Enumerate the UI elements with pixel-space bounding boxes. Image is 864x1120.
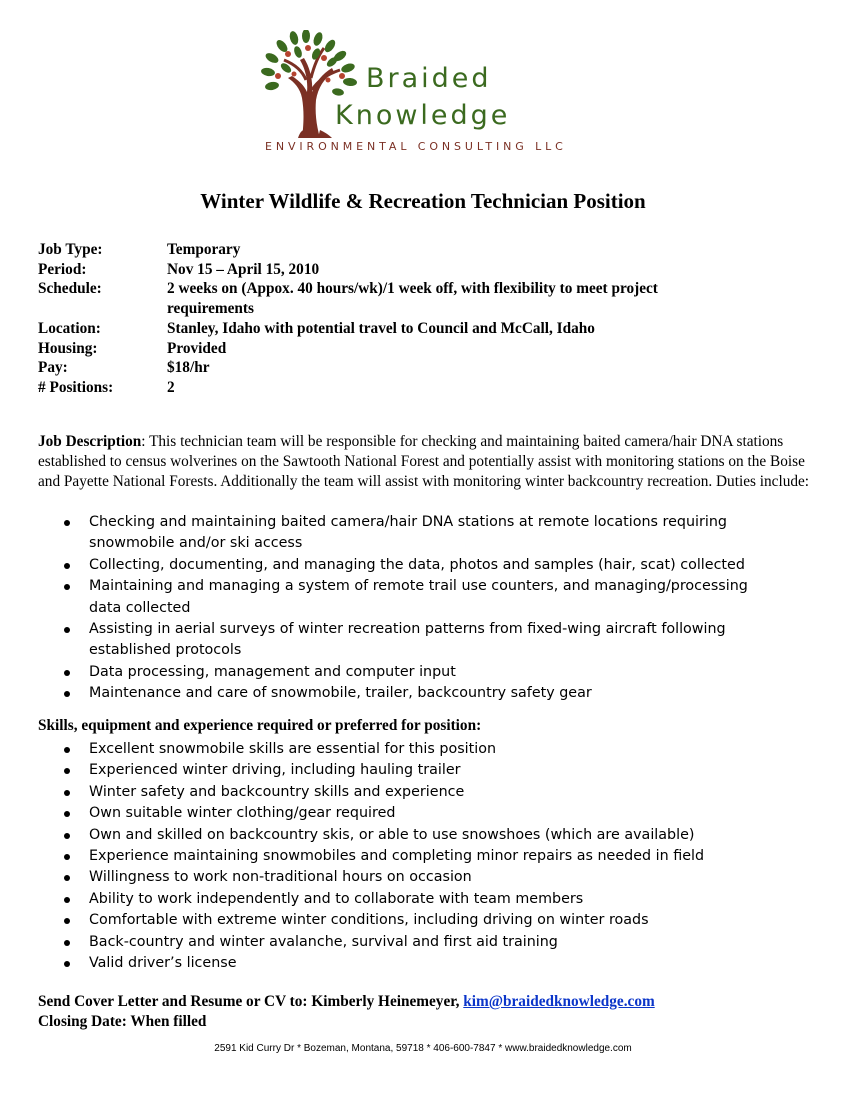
list-item: Maintenance and care of snowmobile, trailer, backcountry safety gear	[38, 683, 768, 704]
info-value: Stanley, Idaho with potential travel to Council and McCall, Idaho	[167, 319, 595, 337]
job-description	[38, 432, 814, 491]
info-label: Period:	[38, 260, 87, 278]
job-info-table	[38, 240, 818, 398]
list-item: Experienced winter driving, including hauling trailer	[38, 760, 768, 781]
info-label: Location:	[38, 319, 101, 337]
list-item: Checking and maintaining baited camera/hair DNA stations at remote locations requiring snowmobile and/or ski access	[38, 512, 768, 555]
info-label: Job Type:	[38, 241, 103, 258]
info-label: Schedule:	[38, 280, 102, 298]
info-row-schedule	[38, 279, 818, 318]
logo-brand-line2: Knowledge	[335, 100, 511, 131]
list-item: Valid driver’s license	[38, 953, 768, 974]
skills-heading: Skills, equipment and experience required or preferred for position:	[38, 717, 482, 734]
list-item: Assisting in aerial surveys of winter recreation patterns from fixed-wing aircraft following established protocols	[38, 619, 768, 662]
info-label: Pay:	[38, 359, 68, 377]
info-value: 2	[167, 378, 175, 396]
skills-list	[38, 739, 768, 974]
job-description-heading: Job Description	[38, 433, 142, 450]
list-item: Data processing, management and computer input	[38, 662, 768, 683]
info-value: $18/hr	[167, 359, 210, 377]
list-item: Collecting, documenting, and managing the data, photos and samples (hair, scat) collected	[38, 555, 768, 576]
list-item: Winter safety and backcountry skills and experience	[38, 782, 768, 803]
page-title: Winter Wildlife & Recreation Technician Position	[200, 189, 646, 213]
info-row-housing	[38, 339, 818, 359]
list-item: Excellent snowmobile skills are essential for this position	[38, 739, 768, 760]
info-value: Nov 15 – April 15, 2010	[167, 260, 320, 278]
info-value: 2 weeks on (Appox. 40 hours/wk)/1 week off, with flexibility to meet project requirements	[167, 280, 658, 318]
info-value: Temporary	[167, 241, 241, 258]
email-link[interactable]: kim@braidedknowledge.com	[463, 993, 655, 1010]
info-label: # Positions:	[38, 378, 114, 396]
info-row-job-type	[38, 240, 818, 260]
info-label: Housing:	[38, 339, 98, 357]
list-item: Willingness to work non-traditional hours on occasion	[38, 867, 768, 888]
list-item: Own suitable winter clothing/gear required	[38, 803, 768, 824]
list-item: Experience maintaining snowmobiles and completing minor repairs as needed in field	[38, 846, 768, 867]
send-line	[38, 992, 655, 1012]
send-text: Send Cover Letter and Resume or CV to: Kimberly Heinemeyer,	[38, 993, 464, 1010]
info-row-location	[38, 319, 818, 339]
footer-address: 2591 Kid Curry Dr * Bozeman, Montana, 59718 * 406-600-7847 * www.braidedknowledge.com	[214, 1043, 632, 1054]
list-item: Ability to work independently and to collaborate with team members	[38, 889, 768, 910]
duties-list	[38, 512, 768, 705]
list-item: Maintaining and managing a system of remote trail use counters, and managing/processing data collected	[38, 576, 768, 619]
list-item: Comfortable with extreme winter conditions, including driving on winter roads	[38, 910, 768, 931]
info-value: Provided	[167, 339, 227, 357]
info-row-period	[38, 260, 818, 280]
list-item: Back-country and winter avalanche, survival and first aid training	[38, 932, 768, 953]
list-item: Own and skilled on backcountry skis, or able to use snowshoes (which are available)	[38, 825, 768, 846]
company-logo	[258, 30, 598, 160]
info-row-positions	[38, 378, 818, 398]
info-row-pay	[38, 358, 818, 378]
contact-block	[38, 992, 655, 1032]
logo-tagline: ENVIRONMENTAL CONSULTING LLC	[265, 140, 567, 153]
closing-date: Closing Date: When filled	[38, 1013, 207, 1030]
job-description-text: : This technician team will be responsible for checking and maintaining baited camera/hair DNA stations established to census wolverines on the Sawtooth National Forest and potentially assist with monitoring stations on the Boise and Payette National Forests. Additionally the team will assist with monitoring winter backcountry recreation. Duties include:	[38, 433, 810, 490]
logo-brand-line1: Braided	[366, 63, 492, 94]
